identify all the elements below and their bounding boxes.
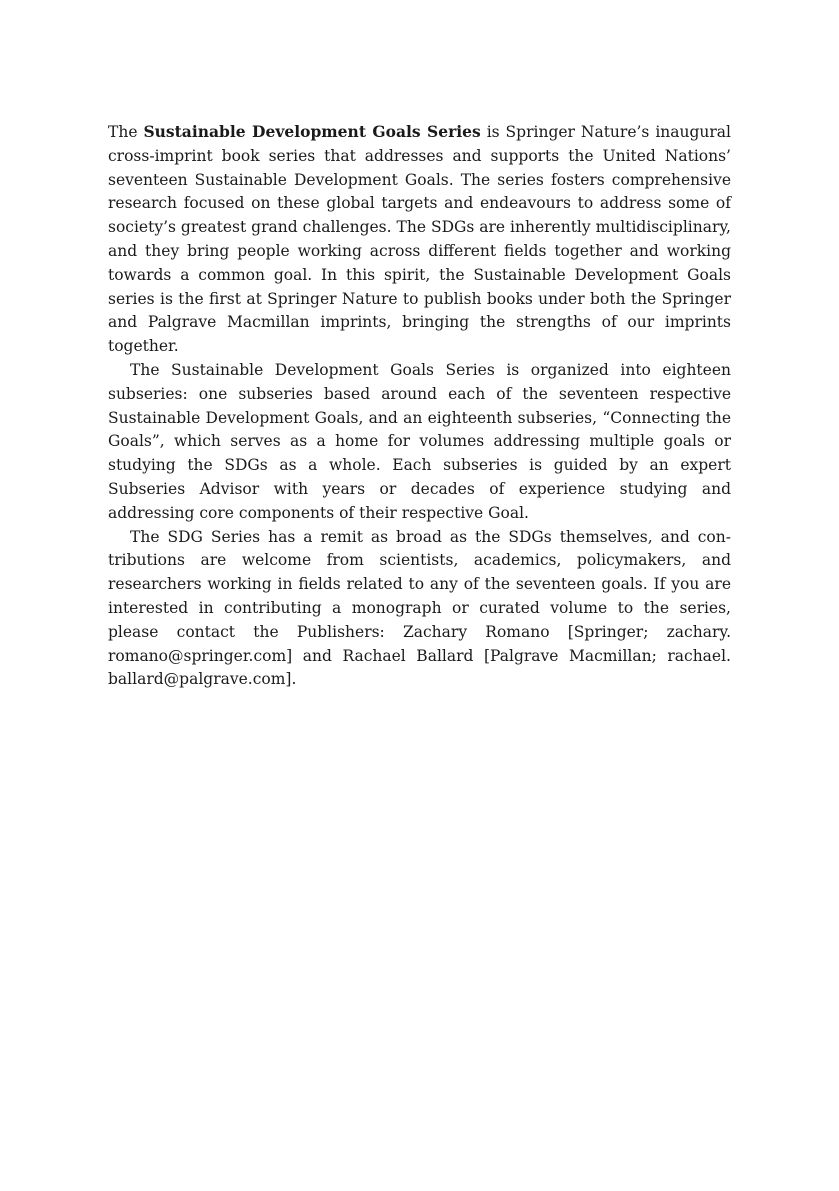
series-description bbox=[108, 120, 731, 692]
paragraph-intro-lead: The bbox=[108, 123, 144, 141]
series-name: Sustainable Development Goals Series bbox=[143, 122, 481, 141]
paragraph-contact: The SDG Series has a remit as broad as the SDGs themselves, and contributions are welcome from scientists, academics, policymakers, and researchers working in fields related to any of the seventeen goals. If you are interested in contributing a monograph or curated volume to the series, please contact the Publishers: Zachary Romano [Springer; zachary.​romano@springer.com] and Rachael Ballard [Palgrave Macmillan; rachael.​ballard@palgrave.com]. bbox=[108, 527, 731, 689]
paragraph-subseries: The Sustainable Development Goals Series is organized into eighteen subseries: one subseries based around each of the seventeen respective Sustainable Development Goals, and an eighteenth subseries, “Connecting the Goals”, which serves as a home for volumes addressing multiple goals or studying the SDGs as a whole. Each subseries is guided by an expert Subseries Advisor with years or decades of experience studying and addressing core components of their respective Goal. bbox=[108, 360, 731, 522]
paragraph-intro-body: is Springer Nature’s inaugural cross-imprint book series that addresses and supports the United Nations’ seventeen Sustainable Development Goals. The series fosters comprehensive research focused on these global targets and endeavours to address some of society’s greatest grand challenges. The SDGs are inherently multidisciplinary, and they bring people working across different fields together and working towards a common goal. In this spirit, the Sustainable Development Goals series is the first at Springer Nature to publish books under both the Springer and Palgrave Macmillan imprints, bringing the strengths of our imprints together. bbox=[108, 123, 732, 356]
paragraph-intro bbox=[108, 120, 731, 359]
